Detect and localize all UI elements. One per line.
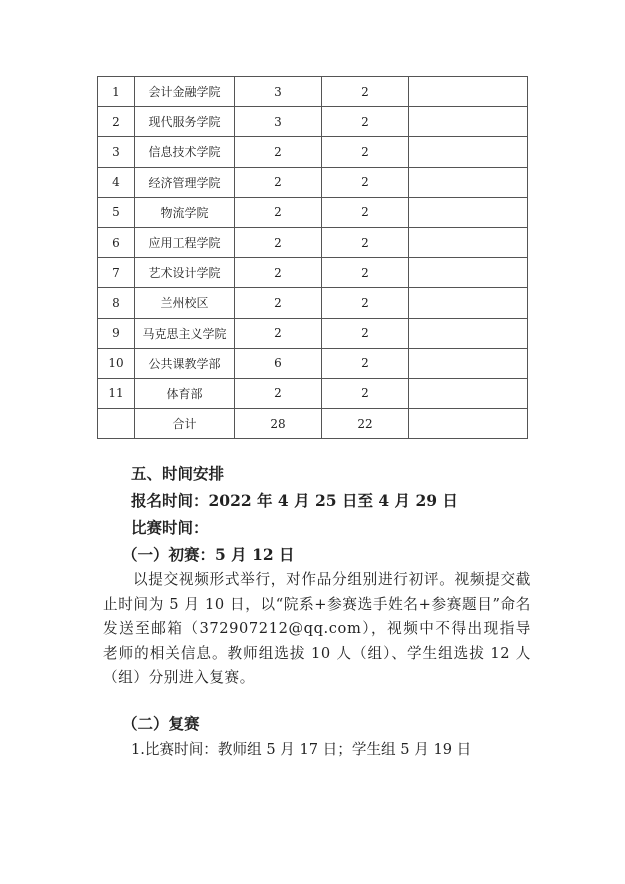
semifinal-item-1: 1.比赛时间：教师组 5 月 17 日；学生组 5 月 19 日 bbox=[131, 741, 472, 758]
table-cell-no: 4 bbox=[98, 167, 135, 197]
table-row bbox=[98, 107, 528, 137]
table-cell-c bbox=[409, 318, 528, 348]
table-cell-a: 2 bbox=[235, 197, 322, 227]
table-row bbox=[98, 258, 528, 288]
table-cell-b: 2 bbox=[322, 258, 409, 288]
table-cell-b: 2 bbox=[322, 318, 409, 348]
table-cell-b: 2 bbox=[322, 288, 409, 318]
table-cell-a: 2 bbox=[235, 288, 322, 318]
table-cell-c bbox=[409, 348, 528, 378]
table-cell-c bbox=[409, 258, 528, 288]
table-row bbox=[98, 167, 528, 197]
table-cell-b: 2 bbox=[322, 197, 409, 227]
table-cell-no: 1 bbox=[98, 77, 135, 107]
semifinal-heading: （二）复赛 bbox=[122, 714, 200, 733]
quota-table bbox=[97, 76, 528, 439]
table-cell-no: 3 bbox=[98, 137, 135, 167]
table-cell-dept: 马克思主义学院 bbox=[135, 318, 235, 348]
table-cell-a: 2 bbox=[235, 227, 322, 257]
table-cell-c bbox=[409, 107, 528, 137]
table-cell-dept: 经济管理学院 bbox=[135, 167, 235, 197]
table-cell-c bbox=[409, 137, 528, 167]
prelim-body: 以提交视频形式举行，对作品分组别进行初评。视频提交截止时间为 5 月 10 日，以“院系+参赛选手姓名+参赛题目”命名发送至邮箱（372907212@qq.com），视频中不得出现指导老师的相关信息。教师组选拔 10 人（组）、学生组选拔 12 人（组）分别进入复赛。 bbox=[103, 571, 531, 687]
table-cell-a: 6 bbox=[235, 348, 322, 378]
table-cell-c bbox=[409, 197, 528, 227]
table-cell-dept: 物流学院 bbox=[135, 197, 235, 227]
table-cell-a: 2 bbox=[235, 318, 322, 348]
table-row bbox=[98, 378, 528, 408]
table-cell-no: 11 bbox=[98, 378, 135, 408]
table-cell-dept: 兰州校区 bbox=[135, 288, 235, 318]
table-cell-a: 2 bbox=[235, 258, 322, 288]
table-cell-no: 5 bbox=[98, 197, 135, 227]
table-cell-dept: 艺术设计学院 bbox=[135, 258, 235, 288]
table-cell-a: 2 bbox=[235, 137, 322, 167]
table-cell-a: 3 bbox=[235, 107, 322, 137]
table-cell-b: 2 bbox=[322, 227, 409, 257]
table-cell-dept: 会计金融学院 bbox=[135, 77, 235, 107]
table-cell-dept: 现代服务学院 bbox=[135, 107, 235, 137]
table-row bbox=[98, 318, 528, 348]
table-cell-b: 2 bbox=[322, 77, 409, 107]
table-cell-a: 2 bbox=[235, 167, 322, 197]
table-cell-b: 2 bbox=[322, 348, 409, 378]
table-cell-b: 2 bbox=[322, 167, 409, 197]
table-cell-dept: 体育部 bbox=[135, 378, 235, 408]
signup-time: 报名时间：2022 年 4 月 25 日至 4 月 29 日 bbox=[131, 491, 458, 510]
table-row bbox=[98, 197, 528, 227]
table-cell-c bbox=[409, 378, 528, 408]
table-cell-a: 28 bbox=[235, 409, 322, 439]
table-cell-b: 22 bbox=[322, 409, 409, 439]
table-cell-no: 2 bbox=[98, 107, 135, 137]
table-row bbox=[98, 137, 528, 167]
table-cell-no: 8 bbox=[98, 288, 135, 318]
table-cell-b: 2 bbox=[322, 137, 409, 167]
section-heading-schedule: 五、时间安排 bbox=[131, 464, 225, 483]
table-cell-c bbox=[409, 409, 528, 439]
table-row bbox=[98, 227, 528, 257]
table-cell-no: 6 bbox=[98, 227, 135, 257]
table-cell-c bbox=[409, 77, 528, 107]
table-cell-dept: 合计 bbox=[135, 409, 235, 439]
table-cell-c bbox=[409, 227, 528, 257]
table-row bbox=[98, 288, 528, 318]
table-cell-dept: 信息技术学院 bbox=[135, 137, 235, 167]
contest-time-label: 比赛时间： bbox=[131, 518, 209, 537]
table-cell-b: 2 bbox=[322, 107, 409, 137]
table-cell-dept: 应用工程学院 bbox=[135, 227, 235, 257]
table-row bbox=[98, 348, 528, 378]
table-cell-no: 7 bbox=[98, 258, 135, 288]
table-cell-no: 9 bbox=[98, 318, 135, 348]
table-cell-no: 10 bbox=[98, 348, 135, 378]
table-cell-dept: 公共课教学部 bbox=[135, 348, 235, 378]
table-cell-c bbox=[409, 288, 528, 318]
table-cell-a: 2 bbox=[235, 378, 322, 408]
table-cell-b: 2 bbox=[322, 378, 409, 408]
table-cell-no bbox=[98, 409, 135, 439]
table-row bbox=[98, 77, 528, 107]
table-cell-c bbox=[409, 167, 528, 197]
prelim-heading: （一）初赛：5 月 12 日 bbox=[122, 545, 295, 564]
quota-table-body bbox=[98, 77, 528, 439]
table-row bbox=[98, 409, 528, 439]
table-cell-a: 3 bbox=[235, 77, 322, 107]
